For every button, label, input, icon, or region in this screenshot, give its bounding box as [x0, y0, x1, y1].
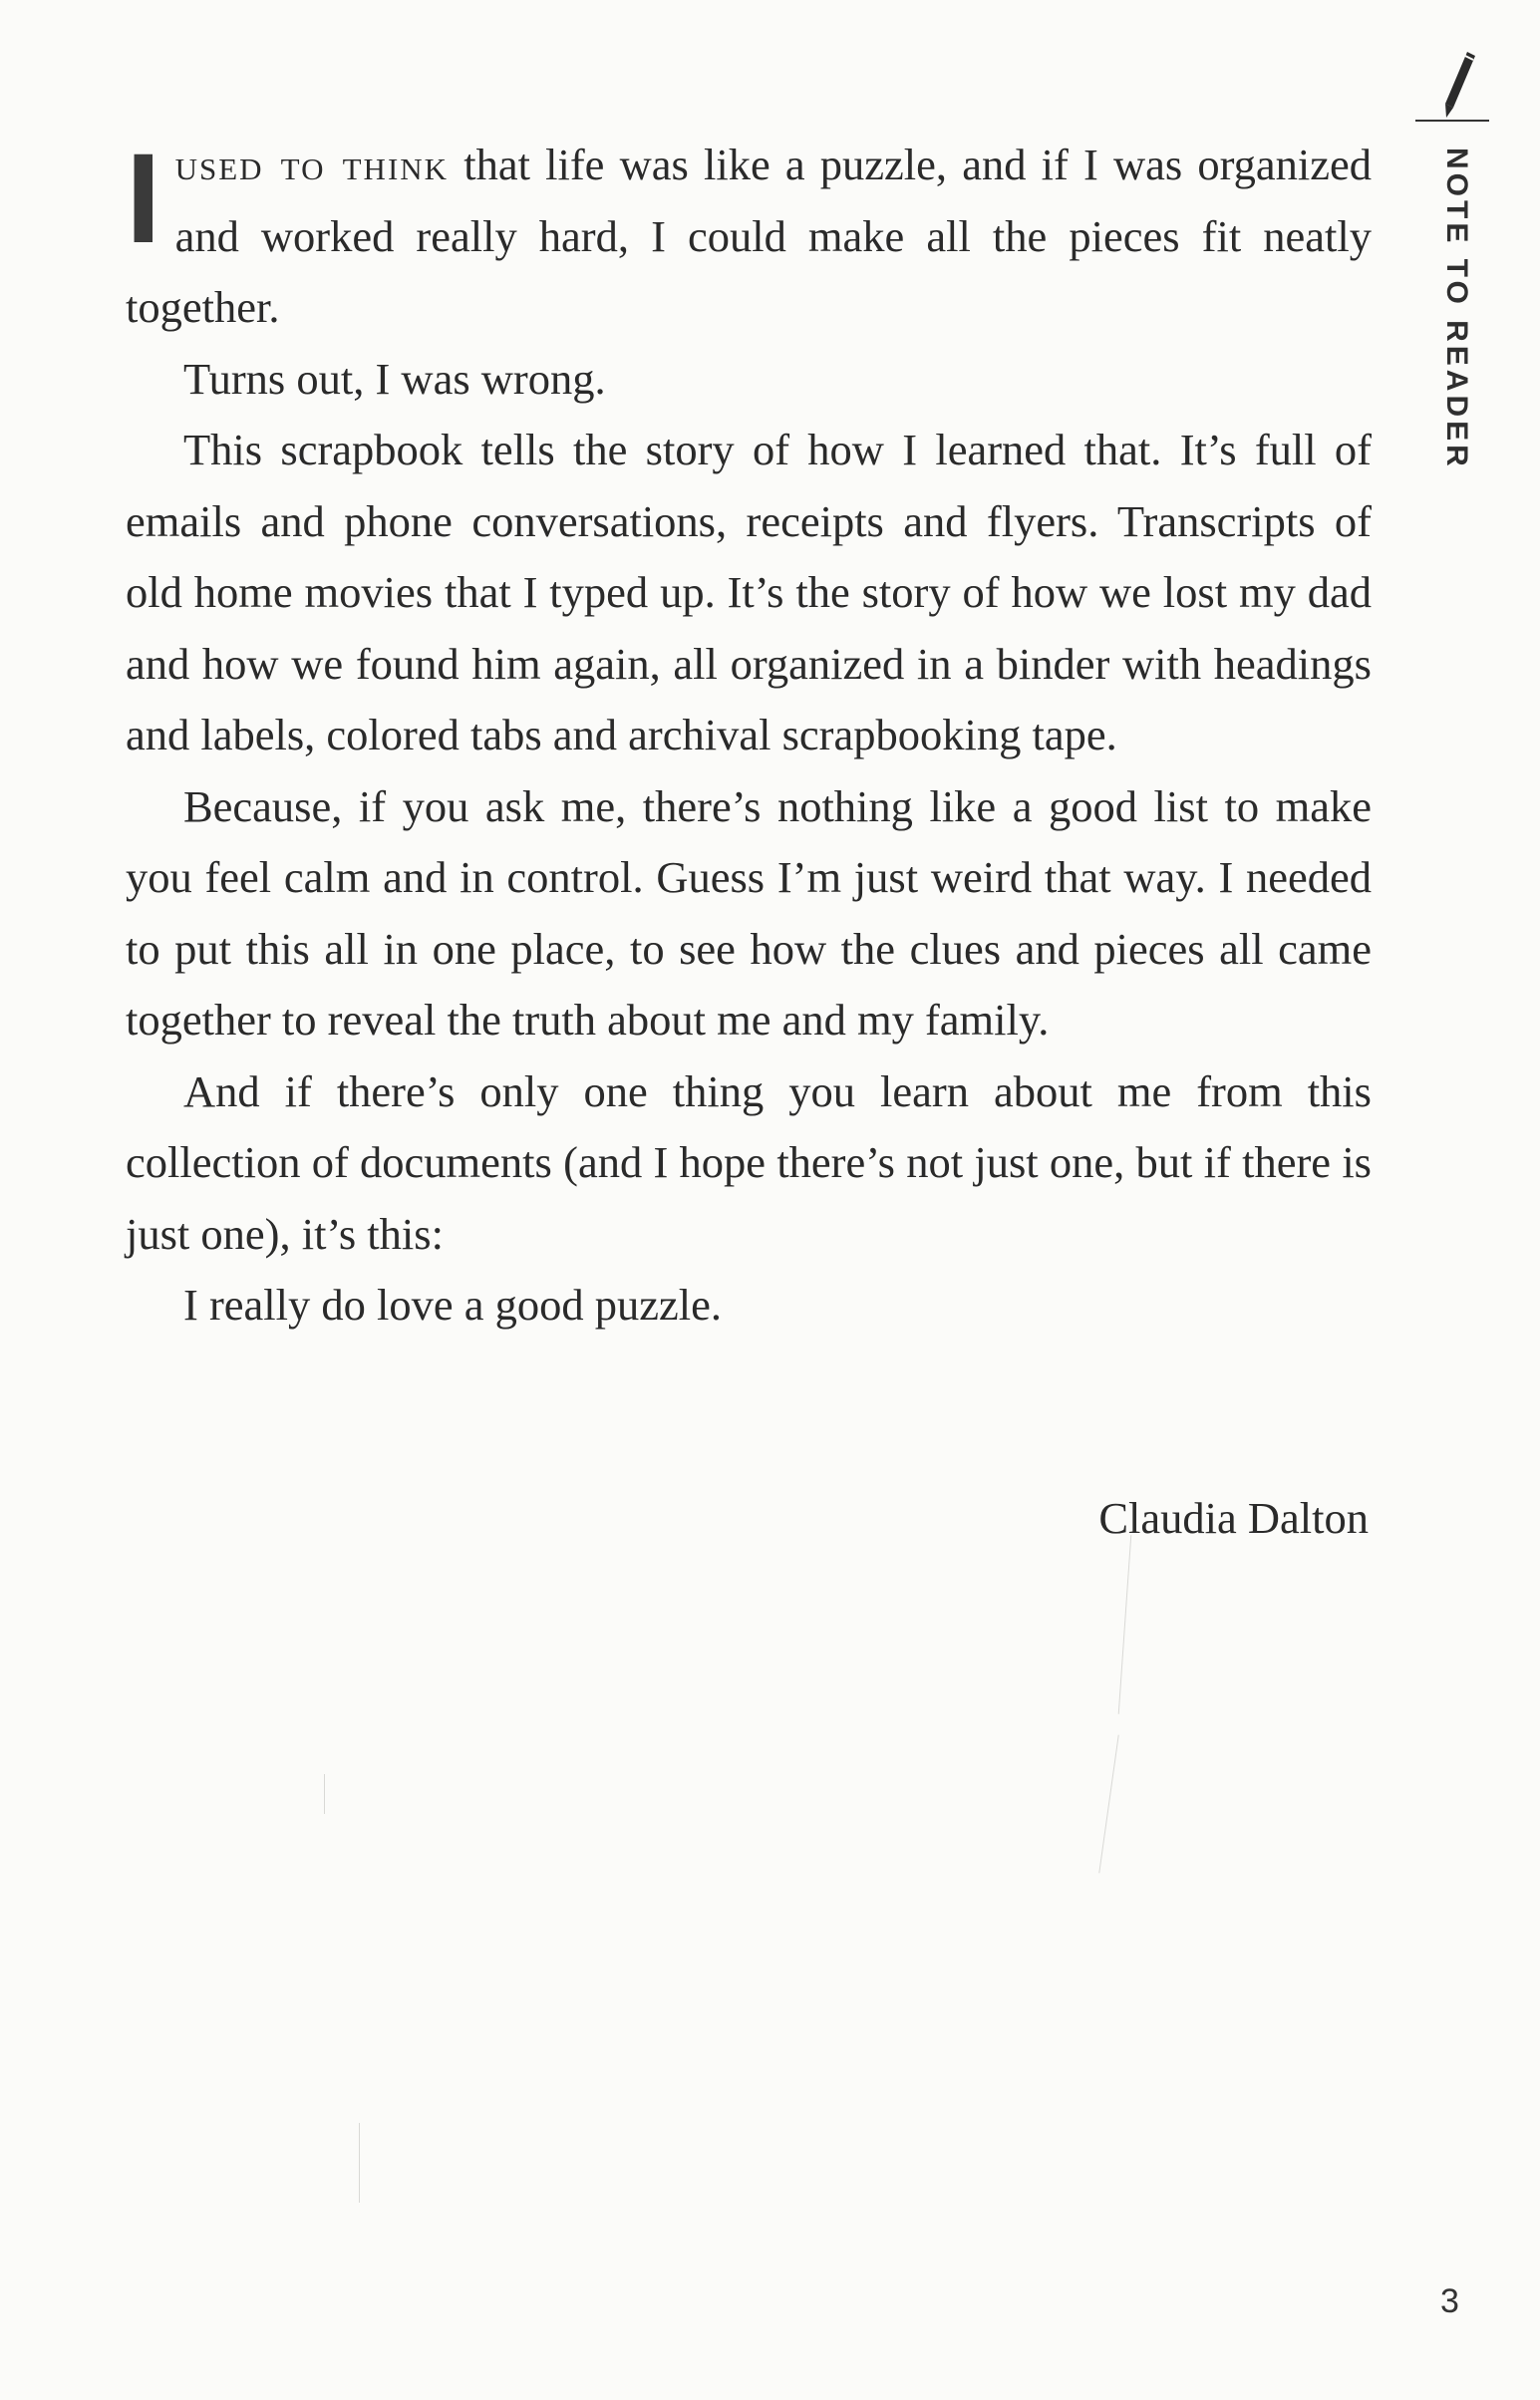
pencil-icon: [1437, 50, 1477, 125]
paragraph-2: Turns out, I was wrong.: [183, 353, 606, 404]
page-number: 3: [1440, 2282, 1459, 2320]
scan-mark: [324, 1774, 325, 1814]
drop-cap: I: [126, 128, 161, 270]
tab-label: NOTE TO READER: [1440, 148, 1473, 470]
paragraph-1: [126, 130, 1372, 344]
scan-mark: [1118, 1535, 1132, 1714]
paragraph-6: I really do love a good puzzle.: [183, 1280, 722, 1330]
signature: Claudia Dalton: [1098, 1493, 1369, 1543]
lead-in-smallcaps: used to think: [174, 140, 450, 189]
scan-mark: [359, 2123, 360, 2203]
body-text: [126, 130, 1372, 1342]
scan-mark: [1098, 1735, 1118, 1874]
tab-divider: [1415, 120, 1489, 122]
paragraph-1-text: that life was like a puzzle, and if I was organized and worked really hard, I could make all the pieces fit neatly together.: [126, 140, 1372, 332]
paragraph-3: This scrapbook tells the story of how I learned that. It’s full of emails and phone conversations, receipts and flyers. Transcripts of old home movies that I typed up. It’s the story of how we lost my dad and how we found him again, all organized in a binder with headings and labels, colored tabs and archival scrapbooking tape.: [126, 425, 1372, 759]
paragraph-5: And if there’s only one thing you learn about me from this collection of documents (and I hope there’s not just one, but if there is just one), it’s this:: [126, 1065, 1372, 1259]
paragraph-4: Because, if you ask me, there’s nothing like a good list to make you feel calm and in control. Guess I’m just weird that way. I needed to put this all in one place, to see how the clues and pieces all came together to reveal the truth about me and my family.: [126, 780, 1372, 1045]
side-tab: [1415, 50, 1505, 468]
